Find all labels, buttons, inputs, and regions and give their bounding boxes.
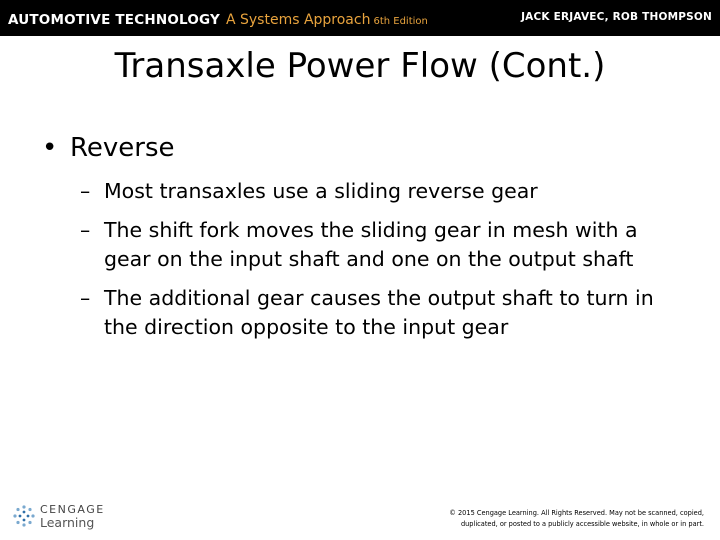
logo-wordmark bbox=[40, 504, 105, 529]
cengage-logo-icon bbox=[12, 504, 36, 528]
sub-bullet-item bbox=[80, 284, 680, 342]
book-title-group bbox=[8, 9, 428, 28]
sub-bullet-item bbox=[80, 177, 680, 206]
authors: JACK ERJAVEC, ROB THOMPSON bbox=[521, 11, 712, 23]
dash-marker: – bbox=[80, 218, 91, 242]
sub-bullet-list bbox=[80, 177, 680, 352]
header-banner bbox=[0, 0, 720, 36]
book-edition: 6th Edition bbox=[373, 16, 428, 27]
copyright-line-1: © 2015 Cengage Learning. All Rights Reserved. May not be scanned, copied, bbox=[449, 509, 704, 517]
sub-bullet-item bbox=[80, 216, 680, 274]
bullet-text: Reverse bbox=[70, 133, 175, 163]
dash-marker: – bbox=[80, 286, 91, 310]
sub-bullet-text: The shift fork moves the sliding gear in mesh with a gear on the input shaft and one on the output shaft bbox=[104, 218, 638, 271]
bullet-marker: • bbox=[42, 133, 58, 163]
logo-learning-text: Learning bbox=[40, 514, 95, 530]
dash-marker: – bbox=[80, 179, 91, 203]
copyright-line-2: duplicated, or posted to a publicly accessible website, in whole or in part. bbox=[460, 520, 704, 528]
book-title: AUTOMOTIVE TECHNOLOGY bbox=[8, 12, 220, 28]
sub-bullet-text: The additional gear causes the output shaft to turn in the direction opposite to the input gear bbox=[104, 286, 654, 339]
cengage-logo bbox=[12, 504, 105, 529]
sub-bullet-text: Most transaxles use a sliding reverse gear bbox=[104, 179, 538, 203]
bullet-reverse bbox=[42, 133, 175, 163]
slide-title: Transaxle Power Flow (Cont.) bbox=[114, 46, 606, 86]
copyright-notice bbox=[414, 508, 704, 530]
logo-cengage-text: CENGAGE bbox=[40, 503, 105, 516]
book-subtitle: A Systems Approach bbox=[225, 12, 371, 28]
